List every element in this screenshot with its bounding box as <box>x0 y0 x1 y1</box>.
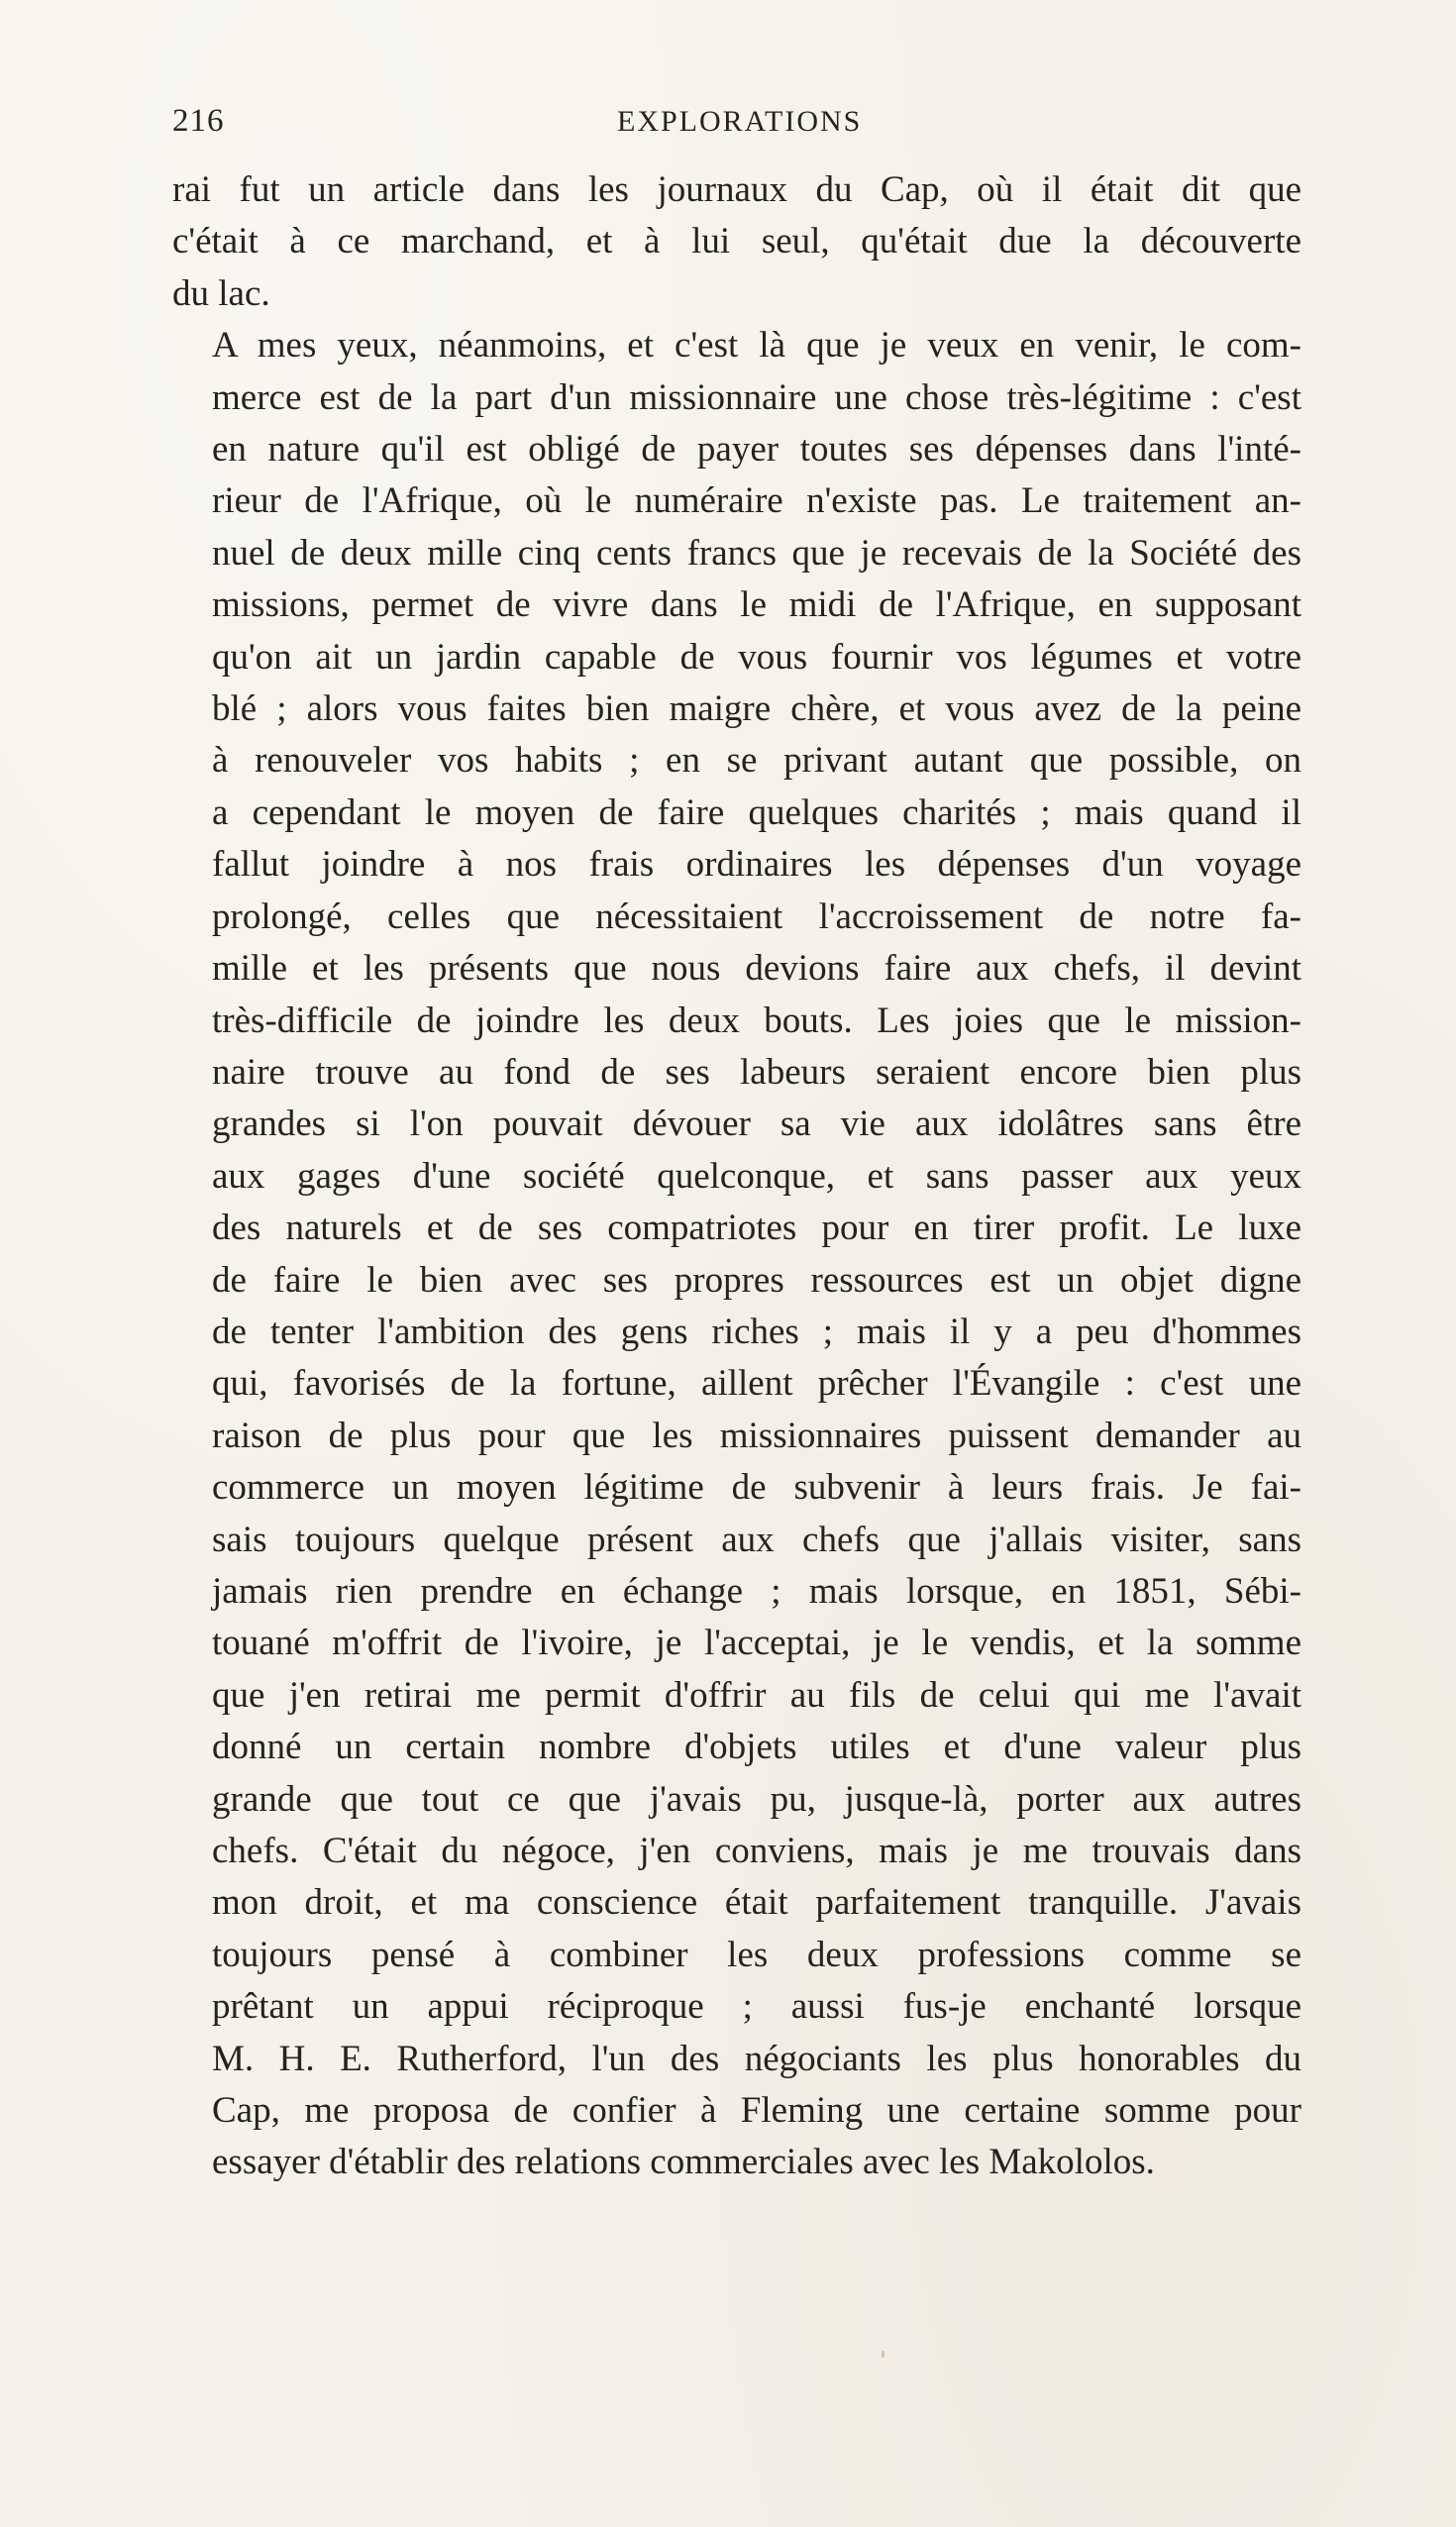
text-line: à renouveler vos habits ; en se privant autant que possible, on <box>212 740 1301 782</box>
page-number: 216 <box>172 103 225 139</box>
text-line: prolongé, celles que nécessitaient l'accroissement de notre fa- <box>212 895 1301 937</box>
text-line: a cependant le moyen de faire quelques charités ; mais quand il <box>212 791 1301 833</box>
running-head <box>172 103 1298 153</box>
text-line: de faire le bien avec ses propres ressources est un objet digne <box>212 1259 1301 1301</box>
text-line: toujours pensé à combiner les deux professions comme se <box>212 1934 1301 1975</box>
text-line: fallut joindre à nos frais ordinaires les dépenses d'un voyage <box>212 844 1301 886</box>
text-line: qui, favorisés de la fortune, aillent prêcher l'Évangile : c'est une <box>212 1363 1301 1405</box>
text-line: jamais rien prendre en échange ; mais lorsque, en 1851, Sébi- <box>212 1570 1301 1612</box>
text-line: nuel de deux mille cinq cents francs que je recevais de la Société des <box>212 532 1301 574</box>
text-line: naire trouve au fond de ses labeurs seraient encore bien plus <box>212 1051 1301 1093</box>
text-line: Cap, me proposa de confier à Fleming une certaine somme pour <box>212 2090 1301 2132</box>
text-line: aux gages d'une société quelconque, et sans passer aux yeux <box>212 1155 1301 1197</box>
text-line: raison de plus pour que les missionnaires puissent demander au <box>212 1415 1301 1456</box>
text-line: prêtant un appui réciproque ; aussi fus-je enchanté lorsque <box>212 1986 1301 2028</box>
text-line: des naturels et de ses compatriotes pour en tirer profit. Le luxe <box>212 1208 1301 1249</box>
text-line: mille et les présents que nous devions faire aux chefs, il devint <box>212 948 1301 990</box>
text-line: chefs. C'était du négoce, j'en conviens, mais je me trouvais dans <box>212 1831 1301 1871</box>
paragraph-1 <box>172 164 1301 320</box>
paragraph-2 <box>172 320 1301 2189</box>
text-line: donné un certain nombre d'objets utiles et d'une valeur plus <box>212 1727 1301 1768</box>
text-line: de tenter l'ambition des gens riches ; mais il y a peu d'hommes <box>212 1311 1301 1352</box>
text-line: missions, permet de vivre dans le midi de l'Afrique, en supposant <box>212 584 1301 626</box>
text-line: mon droit, et ma conscience était parfaitement tranquille. J'avais <box>212 1882 1301 1924</box>
text-line: blé ; alors vous faites bien maigre chère, et vous avez de la peine <box>212 688 1301 730</box>
text-line: très-difficile de joindre les deux bouts. Les joies que le mission- <box>212 1000 1301 1041</box>
body-text <box>172 164 1301 2235</box>
text-line: grandes si l'on pouvait dévouer sa vie aux idolâtres sans être <box>212 1104 1301 1145</box>
text-line: que j'en retirai me permit d'offrir au fils de celui qui me l'avait <box>212 1674 1301 1716</box>
text-line: essayer d'établir des relations commerciales avec les Makololos. <box>212 2142 1155 2183</box>
text-line: rai fut un article dans les journaux du Cap, où il était dit que <box>172 169 1301 210</box>
text-line: merce est de la part d'un missionnaire une chose très-légitime : c'est <box>212 376 1301 418</box>
running-title: EXPLORATIONS <box>617 105 863 138</box>
paper-speck <box>882 2351 884 2358</box>
text-line: qu'on ait un jardin capable de vous fournir vos légumes et votre <box>212 636 1301 678</box>
text-line: grande que tout ce que j'avais pu, jusque-là, porter aux autres <box>212 1778 1301 1820</box>
text-line: sais toujours quelque présent aux chefs que j'allais visiter, sans <box>212 1519 1301 1560</box>
text-line: en nature qu'il est obligé de payer toutes ses dépenses dans l'inté- <box>212 429 1301 471</box>
text-line: touané m'offrit de l'ivoire, je l'acceptai, je le vendis, et la somme <box>212 1623 1301 1664</box>
text-line: M. H. E. Rutherford, l'un des négociants les plus honorables du <box>212 2038 1301 2079</box>
text-line: c'était à ce marchand, et à lui seul, qu'était due la découverte <box>172 221 1301 263</box>
text-line: commerce un moyen légitime de subvenir à leurs frais. Je fai- <box>212 1467 1301 1509</box>
text-line: A mes yeux, néanmoins, et c'est là que je veux en venir, le com- <box>212 325 1301 367</box>
text-line: rieur de l'Afrique, où le numéraire n'existe pas. Le traitement an- <box>212 480 1301 522</box>
text-line: du lac. <box>172 272 270 314</box>
